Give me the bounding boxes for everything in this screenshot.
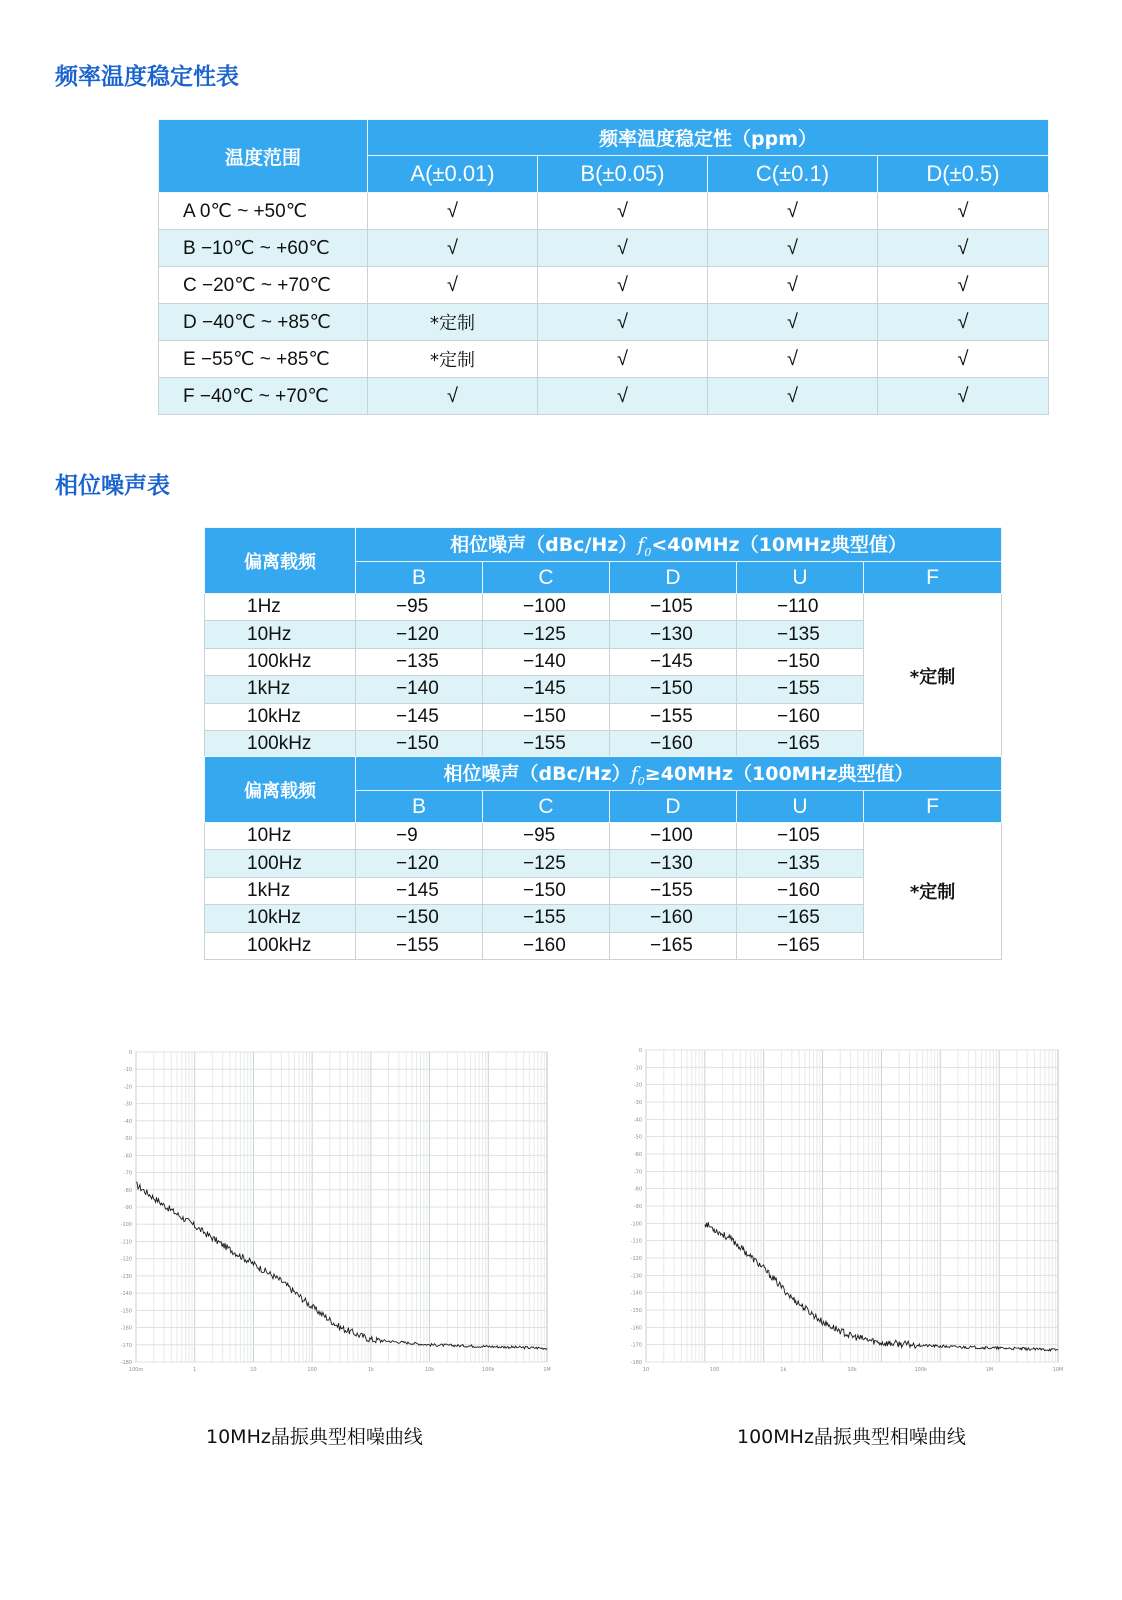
value-cell: −150	[483, 703, 610, 730]
value-cell: −145	[356, 877, 483, 904]
stability-cell: √	[708, 304, 878, 341]
value-cell: −9	[356, 823, 483, 850]
stability-cell: √	[538, 304, 708, 341]
range-cell: E −55℃ ~ +85℃	[159, 341, 368, 378]
y-tick-label: -60	[633, 1152, 642, 1158]
table-row	[159, 230, 1049, 267]
offset-cell: 10kHz	[205, 703, 356, 730]
y-tick-label: -90	[123, 1205, 132, 1211]
offset-cell: 100kHz	[205, 730, 356, 757]
value-cell: −105	[737, 823, 864, 850]
value-cell: −155	[610, 877, 737, 904]
value-cell: −140	[483, 648, 610, 675]
value-cell: −150	[356, 730, 483, 757]
y-tick-label: -100	[120, 1222, 132, 1229]
table-row	[159, 378, 1049, 415]
y-tick-label: -50	[633, 1134, 642, 1141]
value-cell: −135	[737, 621, 864, 648]
offset-cell: 1kHz	[205, 676, 356, 703]
grade-header-b: B(±0.05)	[538, 156, 708, 193]
stability-cell: √	[538, 267, 708, 304]
y-tick-label: -140	[120, 1291, 132, 1298]
x-tick-label: 10k	[847, 1367, 857, 1373]
phase-noise-group-header	[356, 757, 1002, 791]
y-tick-label: -150	[630, 1308, 642, 1314]
table-row	[159, 341, 1049, 378]
x-tick-label: 1	[193, 1367, 197, 1373]
y-tick-label: -10	[123, 1067, 132, 1074]
y-tick-label: -160	[120, 1325, 132, 1332]
x-tick-label: 100k	[914, 1367, 927, 1373]
y-tick-label: -120	[120, 1256, 132, 1263]
y-tick-label: 0	[638, 1048, 642, 1054]
y-tick-label: -120	[630, 1256, 642, 1262]
stability-cell: √	[708, 378, 878, 415]
temperature-range-header: 温度范围	[159, 120, 368, 193]
stability-group-header: 频率温度稳定性（ppm）	[368, 120, 1049, 156]
value-cell: −155	[737, 676, 864, 703]
grade-header-u: U	[737, 791, 864, 823]
value-cell: −165	[737, 932, 864, 959]
x-tick-label: 100	[307, 1367, 317, 1373]
value-cell: −140	[356, 676, 483, 703]
range-cell: C −20℃ ~ +70℃	[159, 267, 368, 304]
value-cell: −125	[483, 621, 610, 648]
offset-cell: 10Hz	[205, 621, 356, 648]
value-cell: −130	[610, 621, 737, 648]
stability-cell: √	[368, 230, 538, 267]
x-tick-label: 10k	[424, 1367, 435, 1373]
y-tick-label: -160	[630, 1325, 642, 1332]
value-cell: −155	[483, 730, 610, 757]
x-tick-label: 10	[642, 1367, 650, 1373]
value-cell: −130	[610, 850, 737, 877]
range-cell: D −40℃ ~ +85℃	[159, 304, 368, 341]
y-tick-label: -70	[123, 1170, 132, 1177]
table-row	[205, 594, 1002, 621]
stability-cell: √	[708, 193, 878, 230]
value-cell: −165	[737, 730, 864, 757]
grade-header-c: C(±0.1)	[708, 156, 878, 193]
group-prefix: 相位噪声（dBc/Hz）	[443, 763, 631, 786]
phase-noise-group-header	[356, 528, 1002, 562]
offset-header: 偏离载频	[205, 757, 356, 823]
custom-cell: *定制	[864, 594, 1002, 758]
grade-header-d: D(±0.5)	[878, 156, 1049, 193]
value-cell: −95	[483, 823, 610, 850]
x-tick-label: 10	[250, 1367, 257, 1373]
y-tick-label: -110	[120, 1239, 132, 1246]
value-cell: −135	[737, 850, 864, 877]
value-cell: −150	[737, 648, 864, 675]
y-tick-label: -180	[630, 1360, 642, 1366]
phase-noise-chart-100mhz	[620, 1040, 1070, 1380]
grade-header-d: D	[610, 562, 737, 594]
value-cell: −155	[356, 932, 483, 959]
x-tick-label: 1k	[780, 1367, 787, 1373]
stability-cell: √	[538, 378, 708, 415]
grade-header-a: A(±0.01)	[368, 156, 538, 193]
group-prefix: 相位噪声（dBc/Hz）	[450, 534, 638, 557]
y-tick-label: -10	[633, 1065, 642, 1072]
y-tick-label: -90	[633, 1204, 642, 1210]
offset-cell: 100Hz	[205, 850, 356, 877]
value-cell: −155	[483, 905, 610, 932]
value-cell: −160	[610, 730, 737, 757]
chart-caption-100mhz: 100MHz晶振典型相噪曲线	[737, 1426, 966, 1448]
stability-cell: √	[878, 341, 1049, 378]
value-cell: −165	[737, 905, 864, 932]
value-cell: −105	[610, 594, 737, 621]
stability-cell: √	[708, 341, 878, 378]
range-cell: A 0℃ ~ +50℃	[159, 193, 368, 230]
offset-header: 偏离载频	[205, 528, 356, 594]
y-tick-label: -80	[633, 1186, 642, 1193]
y-tick-label: -140	[630, 1290, 642, 1297]
stability-table	[158, 119, 1049, 415]
phase-noise-table-high	[204, 756, 1002, 960]
value-cell: −145	[610, 648, 737, 675]
stability-cell: √	[878, 267, 1049, 304]
y-tick-label: -180	[120, 1360, 132, 1366]
grade-header-f: F	[864, 562, 1002, 594]
f0-symbol: $f_0$	[630, 763, 645, 788]
stability-cell: √	[538, 341, 708, 378]
value-cell: −160	[610, 905, 737, 932]
offset-cell: 1Hz	[205, 594, 356, 621]
stability-cell: *定制	[368, 341, 538, 378]
y-tick-label: -20	[123, 1084, 132, 1091]
offset-cell: 100kHz	[205, 648, 356, 675]
value-cell: −160	[737, 877, 864, 904]
value-cell: −135	[356, 648, 483, 675]
value-cell: −155	[610, 703, 737, 730]
stability-cell: √	[878, 378, 1049, 415]
stability-cell: √	[538, 193, 708, 230]
stability-cell: *定制	[368, 304, 538, 341]
x-tick-label: 100m	[128, 1367, 144, 1373]
f0-symbol: $f_0$	[637, 534, 652, 559]
stability-cell: √	[368, 267, 538, 304]
grade-header-b: B	[356, 791, 483, 823]
stability-cell: √	[878, 193, 1049, 230]
stability-cell: √	[368, 378, 538, 415]
table-row	[159, 267, 1049, 304]
group-suffix: <40MHz（10MHz典型值）	[651, 534, 907, 557]
x-tick-label: 1M	[543, 1367, 551, 1373]
y-tick-label: -70	[633, 1169, 642, 1176]
y-tick-label: -60	[123, 1153, 132, 1160]
x-tick-label: 10M	[1052, 1367, 1064, 1373]
value-cell: −120	[356, 621, 483, 648]
table-row	[205, 823, 1002, 850]
stability-cell: √	[878, 230, 1049, 267]
range-cell: B −10℃ ~ +60℃	[159, 230, 368, 267]
y-tick-label: -40	[633, 1117, 642, 1124]
offset-cell: 10Hz	[205, 823, 356, 850]
offset-cell: 1kHz	[205, 877, 356, 904]
value-cell: −150	[610, 676, 737, 703]
value-cell: −160	[483, 932, 610, 959]
y-tick-label: -170	[120, 1342, 132, 1349]
group-suffix: ≥40MHz（100MHz典型值）	[644, 763, 914, 786]
grade-header-b: B	[356, 562, 483, 594]
value-cell: −150	[356, 905, 483, 932]
section-title-stability: 频率温度稳定性表	[55, 64, 239, 90]
stability-cell: √	[878, 304, 1049, 341]
value-cell: −125	[483, 850, 610, 877]
grade-header-d: D	[610, 791, 737, 823]
phase-noise-chart-10mhz	[118, 1040, 558, 1380]
y-tick-label: -20	[633, 1082, 642, 1089]
y-tick-label: -40	[123, 1118, 132, 1125]
range-cell: F −40℃ ~ +70℃	[159, 378, 368, 415]
y-tick-label: -170	[630, 1342, 642, 1349]
value-cell: −100	[483, 594, 610, 621]
section-title-phase-noise: 相位噪声表	[55, 473, 170, 499]
y-tick-label: -30	[123, 1101, 132, 1108]
value-cell: −150	[483, 877, 610, 904]
value-cell: −120	[356, 850, 483, 877]
custom-cell: *定制	[864, 823, 1002, 960]
stability-cell: √	[368, 193, 538, 230]
y-tick-label: -80	[123, 1187, 132, 1194]
value-cell: −100	[610, 823, 737, 850]
x-tick-label: 100k	[482, 1367, 495, 1373]
table-row	[159, 193, 1049, 230]
table-row	[159, 304, 1049, 341]
value-cell: −145	[483, 676, 610, 703]
y-tick-label: -50	[123, 1136, 132, 1143]
stability-cell: √	[708, 267, 878, 304]
x-tick-label: 1M	[985, 1367, 994, 1373]
grade-header-c: C	[483, 562, 610, 594]
value-cell: −95	[356, 594, 483, 621]
stability-cell: √	[538, 230, 708, 267]
grade-header-c: C	[483, 791, 610, 823]
x-tick-label: 100	[709, 1367, 720, 1373]
chart-caption-10mhz: 10MHz晶振典型相噪曲线	[206, 1426, 423, 1448]
y-tick-label: -110	[630, 1238, 642, 1245]
grade-header-u: U	[737, 562, 864, 594]
y-tick-label: -150	[120, 1308, 132, 1315]
offset-cell: 10kHz	[205, 905, 356, 932]
value-cell: −160	[737, 703, 864, 730]
x-tick-label: 1k	[367, 1367, 374, 1373]
y-tick-label: 0	[128, 1050, 132, 1056]
y-tick-label: -100	[630, 1221, 642, 1228]
y-tick-label: -30	[633, 1100, 642, 1106]
stability-cell: √	[708, 230, 878, 267]
phase-noise-table-low	[204, 527, 1002, 758]
value-cell: −165	[610, 932, 737, 959]
y-tick-label: -130	[120, 1273, 132, 1280]
grade-header-f: F	[864, 791, 1002, 823]
y-tick-label: -130	[630, 1273, 642, 1280]
offset-cell: 100kHz	[205, 932, 356, 959]
value-cell: −145	[356, 703, 483, 730]
value-cell: −110	[737, 594, 864, 621]
